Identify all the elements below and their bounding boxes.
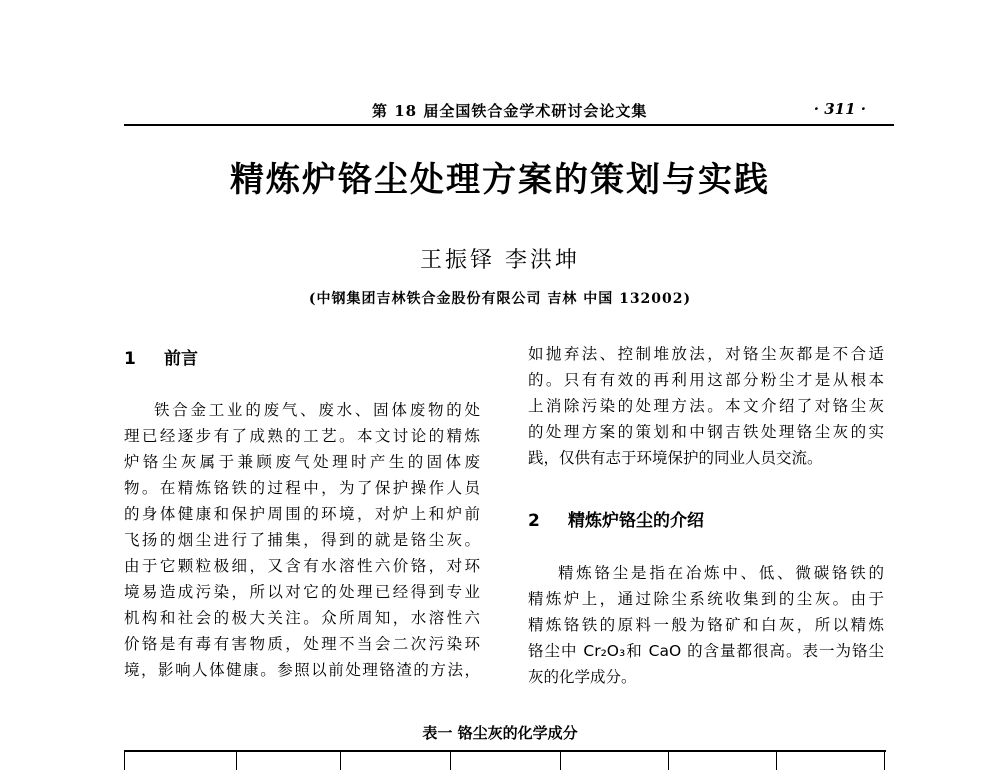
text-line: 灰的化学成分。 (528, 668, 637, 686)
text-line: 如抛弃法、控制堆放法，对铬尘灰都是不合适 (528, 345, 884, 363)
paper-authors: 王振铎 李洪坤 (420, 248, 580, 273)
table-column-rule (668, 750, 669, 770)
text-line: 机构和社会的极大关注。众所周知，水溶性六 (124, 609, 480, 627)
table-column-rule (124, 750, 125, 770)
running-title: 第 18 届全国铁合金学术研讨会论文集 (372, 102, 648, 120)
text-line: 境易造成污染，所以对它的处理已经得到专业 (124, 583, 480, 601)
text-line: 铁合金工业的废气、废水、固体废物的处 (154, 401, 480, 419)
table-column-rule (340, 750, 341, 770)
text-line: 上消除污染的处理方法。本文介绍了对铬尘灰 (528, 397, 884, 415)
table-top-border (124, 750, 886, 772)
text-line: 物。在精炼铬铁的过程中，为了保护操作人员 (124, 479, 480, 497)
text-line: 精炼炉上，通过除尘系统收集到的尘灰。由于 (528, 590, 884, 608)
text-line: 的处理方案的策划和中钢吉铁处理铬尘灰的实 (528, 423, 884, 441)
table-column-rule (236, 750, 237, 770)
text-line: 的。只有有效的再利用这部分粉尘才是从根本 (528, 371, 884, 389)
text-line: 价铬是有毒有害物质，处理不当会二次污染环 (124, 635, 480, 653)
text-line: 由于它颗粒极细，又含有水溶性六价铬，对环 (124, 557, 480, 575)
section-1-title: 前言 (164, 349, 198, 369)
table-column-rule (560, 750, 561, 770)
text-line: 精炼铬尘是指在冶炼中、低、微碳铬铁的 (558, 564, 884, 582)
text-line: 精炼铬铁的原料一般为铬矿和白灰，所以精炼 (528, 616, 884, 634)
section-1-number: 1 (124, 349, 136, 369)
text-line: 境，影响人体健康。参照以前处理铬渣的方法， (124, 661, 480, 679)
text-line: 理已经逐步有了成熟的工艺。本文讨论的精炼 (124, 427, 480, 445)
table-column-rule (884, 750, 885, 770)
section-1-heading (124, 344, 198, 369)
page-number: · 311 · (813, 100, 866, 118)
text-line: 炉铬尘灰属于兼顾废气处理时产生的固体废 (124, 453, 480, 471)
table-column-rule (450, 750, 451, 770)
section-2-heading (528, 506, 704, 531)
table-column-rule (776, 750, 777, 770)
paper-title: 精炼炉铬尘处理方案的策划与实践 (230, 160, 770, 200)
section-2-number: 2 (528, 511, 540, 531)
section-2-title: 精炼炉铬尘的介绍 (568, 511, 704, 531)
paper-affiliation: (中钢集团吉林铁合金股份有限公司 吉林 中国 132002) (308, 291, 692, 307)
text-line: 的身体健康和保护周围的环境，对炉上和炉前 (124, 505, 480, 523)
running-header (124, 98, 894, 126)
text-line: 践，仅供有志于环境保护的同业人员交流。 (528, 449, 823, 467)
text-line: 飞扬的烟尘进行了捕集，得到的就是铬尘灰。 (124, 531, 480, 549)
table-caption: 表一 铬尘灰的化学成分 (422, 724, 578, 742)
text-line: 铬尘中 Cr₂O₃和 CaO 的含量都很高。表一为铬尘 (528, 642, 884, 660)
